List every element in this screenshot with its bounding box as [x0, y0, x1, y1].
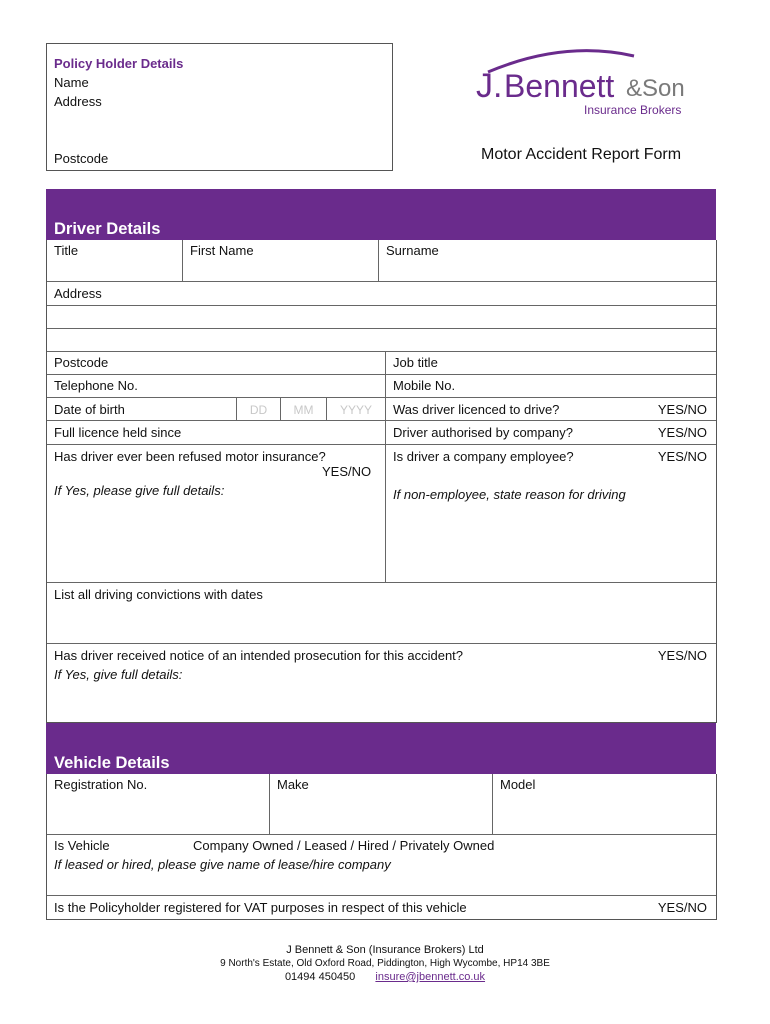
form-title: Motor Accident Report Form: [481, 146, 682, 163]
driving-convictions-label: List all driving convictions with dates: [54, 587, 263, 602]
footer: [0, 943, 770, 984]
refused-insurance-yes-no[interactable]: YES/NO: [322, 464, 372, 479]
footer-email-link[interactable]: insure@jbennett.co.uk: [375, 971, 486, 983]
driver-address-label: Address: [54, 286, 102, 301]
company-logo: [474, 44, 714, 120]
policy-holder-heading: Policy Holder Details: [54, 56, 184, 71]
driver-details-title: Driver Details: [54, 220, 161, 238]
logo-bennett: Bennett: [504, 68, 615, 104]
driver-licenced-question: Was driver licenced to drive?: [393, 402, 560, 417]
refused-details-label: If Yes, please give full details:: [54, 483, 225, 498]
vehicle-ownership-options[interactable]: Company Owned / Leased / Hired / Privately Owned: [193, 838, 495, 853]
dob-day-input[interactable]: DD: [249, 403, 268, 417]
vehicle-details-title: Vehicle Details: [54, 754, 170, 772]
footer-address: 9 North's Estate, Old Oxford Road, Piddington, High Wycombe, HP14 3BE: [220, 958, 550, 969]
policy-holder-postcode-label: Postcode: [54, 151, 109, 166]
driver-job-title-label: Job title: [393, 355, 438, 370]
prosecution-yes-no[interactable]: YES/NO: [657, 648, 707, 663]
driver-telephone-label: Telephone No.: [54, 378, 138, 393]
footer-contact: [0, 970, 770, 984]
driver-surname-label: Surname: [386, 243, 439, 258]
footer-phone: 01494 450450: [284, 971, 356, 983]
non-employee-reason-label: If non-employee, state reason for driving: [393, 487, 626, 502]
registration-label: Registration No.: [54, 777, 148, 792]
policy-holder-address-label: Address: [54, 94, 102, 109]
licence-held-since-label: Full licence held since: [54, 425, 182, 440]
is-vehicle-label: Is Vehicle: [54, 838, 110, 853]
logo-j: J.: [476, 67, 503, 105]
logo-son: &Son: [626, 75, 685, 102]
vat-yes-no[interactable]: YES/NO: [657, 900, 707, 915]
driver-postcode-label: Postcode: [54, 355, 109, 370]
logo-tagline: Insurance Brokers: [584, 103, 682, 117]
company-employee-yes-no[interactable]: YES/NO: [657, 449, 707, 464]
driver-mobile-label: Mobile No.: [393, 378, 456, 393]
footer-company: J Bennett & Son (Insurance Brokers) Ltd: [286, 944, 484, 956]
model-label: Model: [500, 777, 536, 792]
driver-authorised-yes-no[interactable]: YES/NO: [657, 425, 707, 440]
vat-question: Is the Policyholder registered for VAT purposes in respect of this vehicle: [54, 900, 467, 915]
lease-hire-company-label: If leased or hired, please give name of lease/hire company: [54, 857, 391, 872]
driver-authorised-question: Driver authorised by company?: [393, 425, 573, 440]
company-employee-question: Is driver a company employee?: [393, 449, 574, 464]
prosecution-question: Has driver received notice of an intended prosecution for this accident?: [54, 648, 464, 663]
dob-year-input[interactable]: YYYY: [339, 403, 372, 417]
driver-dob-label: Date of birth: [54, 402, 125, 417]
driver-licenced-yes-no[interactable]: YES/NO: [657, 402, 707, 417]
dob-month-input[interactable]: MM: [293, 403, 314, 417]
refused-insurance-question: Has driver ever been refused motor insurance?: [54, 449, 326, 464]
policy-holder-name-label: Name: [54, 75, 89, 90]
driver-first-name-label: First Name: [190, 243, 254, 258]
prosecution-details-label: If Yes, give full details:: [54, 667, 183, 682]
make-label: Make: [277, 777, 309, 792]
driver-title-label: Title: [54, 243, 79, 258]
